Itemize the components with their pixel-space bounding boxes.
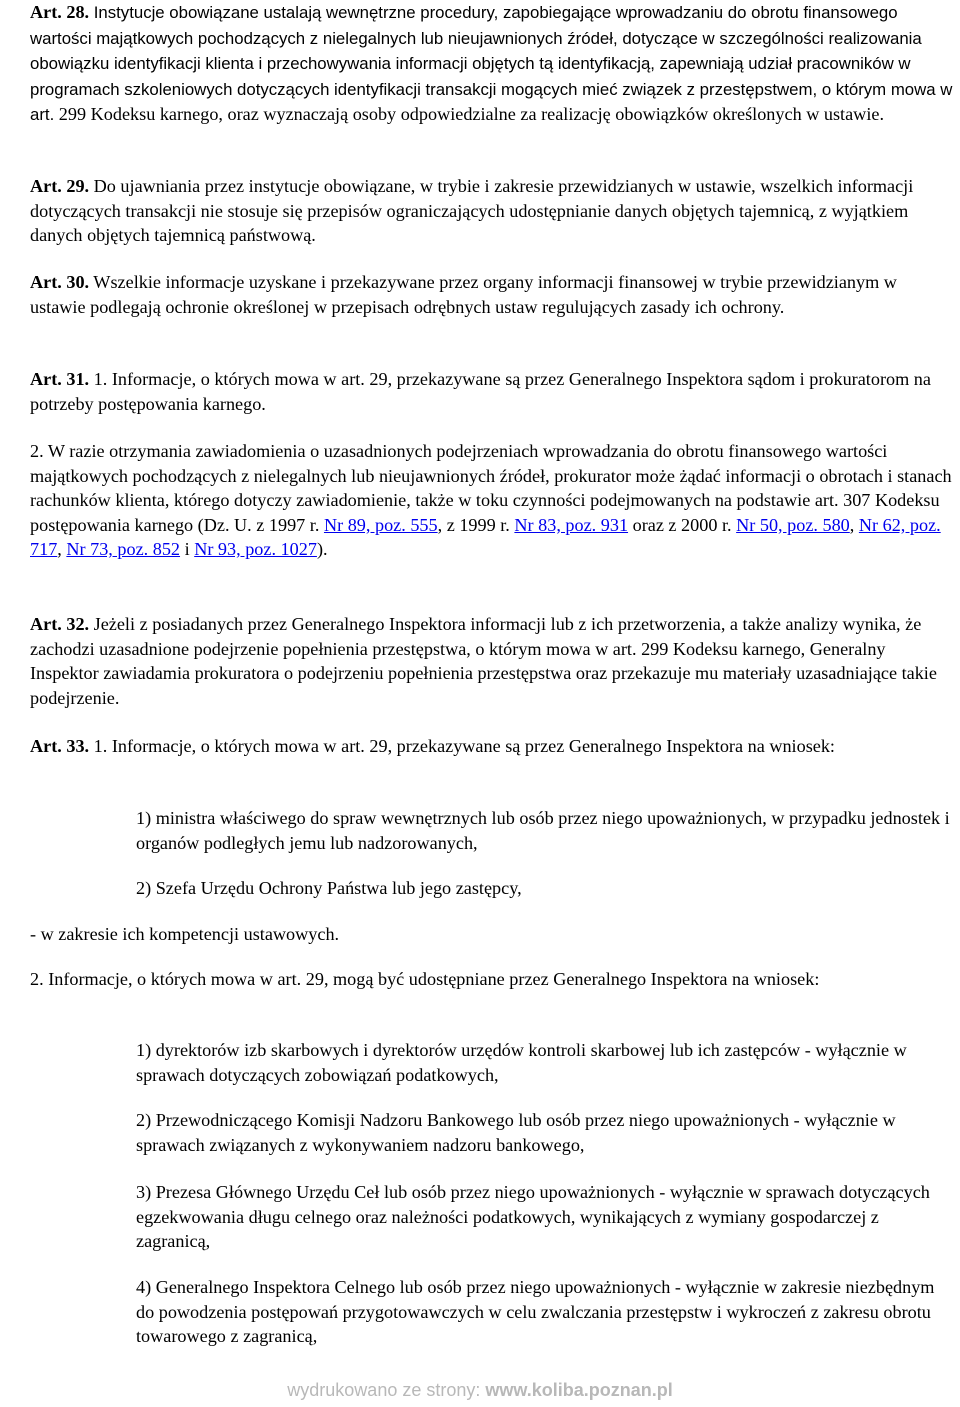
separator: oraz z 2000 r. (628, 514, 737, 535)
separator: ). (316, 539, 328, 560)
article-33-paragraph-2: 2. Informacje, o których mowa w art. 29, mogą być udostępniane przez Generalnego Inspektora na wniosek: (30, 969, 820, 989)
article-29-label: Art. 29. (30, 176, 90, 196)
article-32 (30, 612, 955, 710)
separator: , (57, 539, 67, 560)
article-31-paragraph-1 (30, 367, 955, 416)
article-32-label: Art. 32. (30, 614, 90, 634)
footer-prefix: wydrukowano ze strony: (287, 1380, 486, 1400)
article-33-p2-item-4: 4) Generalnego Inspektora Celnego lub osób przez niego upoważnionych - wyłącznie w zakresie niezbędnym do powodzenia postępowań przygotowawczych w celu zwalczania przestępstw i wykroczeń z zakresu obrotu towarowego z zagranicą, (136, 1277, 935, 1347)
article-31-p1-text: 1. Informacje, o których mowa w art. 29, przekazywane są przez Generalnego Inspektora sądom i prokuratorom na potrzeby postępowania karnego. (30, 369, 931, 414)
article-30-text: Wszelkie informacje uzyskane i przekazywane przez organy informacji finansowej w trybie przewidzianym w ustawie podlegają ochronie określonej w przepisach odrębnych ustaw regulujących zasady ich ochrony. (30, 272, 897, 317)
article-28-tail: 299 Kodeksu karnego, oraz wyznaczają osoby odpowiedzialne za realizację obowiązków określonych w ustawie. (54, 104, 884, 125)
article-31-label: Art. 31. (30, 369, 90, 389)
legal-reference-link-5[interactable]: Nr 73, poz. 852 (66, 539, 181, 560)
article-30-label: Art. 30. (30, 272, 90, 292)
article-33-p2-item-1: 1) dyrektorów izb skarbowych i dyrektorów urzędów kontroli skarbowej lub ich zastępców - wyłącznie w sprawach dotyczących zobowiązań podatkowych, (136, 1040, 907, 1085)
article-33-label: Art. 33. (30, 736, 90, 756)
article-33-scope-note: - w zakresie ich kompetencji ustawowych. (30, 924, 340, 944)
legal-reference-link-2[interactable]: Nr 83, poz. 931 (514, 514, 629, 535)
legal-reference-link-4[interactable]: Nr 62, poz. 717 (30, 514, 941, 560)
article-31-paragraph-2 (30, 439, 955, 562)
article-30 (30, 270, 955, 319)
article-28-lead: Instytucje obowiązane ustalają wewnętrzne procedury, zapobiegające wprowadzaniu do obrotu finansowego wartości majątkowych pochodzących z nielegalnych lub nieujawnionych źródeł, dotyczące w szczególności realizowania obowiązku identyfikacji klienta i przechowywania informacji objętych tą identyfikacją, zapewniają udział pracowników w programach szkoleniowych dotyczących identyfikacji transakcji mogących mieć związek z przestępstwem, o którym mowa w art. (30, 3, 953, 125)
print-footer (0, 1380, 960, 1401)
article-33-p2-item-2: 2) Przewodniczącego Komisji Nadzoru Bankowego lub osób przez niego upoważnionych - wyłącznie w sprawach związanych z wykonywaniem nadzoru bankowego, (136, 1110, 896, 1155)
article-33-p1-item-1: 1) ministra właściwego do spraw wewnętrznych lub osób przez niego upoważnionych, w przypadku jednostek i organów podległych jemu lub nadzorowanych, (136, 808, 950, 853)
legal-reference-link-6[interactable]: Nr 93, poz. 1027 (194, 539, 317, 560)
article-33-paragraph-1 (30, 734, 955, 759)
separator: , z 1999 r. (437, 514, 515, 535)
article-33-p2-item-3: 3) Prezesa Głównego Urzędu Ceł lub osób przez niego upoważnionych - wyłącznie w sprawach dotyczących egzekwowania długu celnego oraz należności podatkowych, wynikających z wymiany gospodarczej z zagranicą, (136, 1182, 930, 1252)
article-33-p1-item-2: 2) Szefa Urzędu Ochrony Państwa lub jego zastępcy, (136, 878, 522, 898)
separator: i (180, 539, 195, 560)
article-28 (30, 0, 955, 128)
article-29 (30, 174, 955, 248)
separator: , (849, 514, 859, 535)
legal-reference-link-3[interactable]: Nr 50, poz. 580 (736, 514, 850, 535)
legal-reference-link-1[interactable]: Nr 89, poz. 555 (323, 514, 438, 535)
article-29-text: Do ujawniania przez instytucje obowiązane, w trybie i zakresie przewidzianych w ustawie, wszelkich informacji dotyczących transakcji nie stosuje się przepisów ograniczających udostępnianie danych objętych tajemnicą, z wyjątkiem danych objętych tajemnicą państwową. (30, 176, 914, 246)
footer-site: www.koliba.poznan.pl (485, 1380, 673, 1400)
article-31-p2-text: 2. W razie otrzymania zawiadomienia o uzasadnionych podejrzeniach wprowadzania do obrotu finansowego wartości majątkowych pochodzących z nielegalnych lub nieujawnionych źródeł, prokurator może żądać informacji o obrotach i stanach rachunków klienta, którego dotyczy zawiadomienie, także w toku czynności podejmowanych na podstawie art. 307 Kodeksu postępowania karnego (Dz. U. z 1997 r. (30, 441, 952, 535)
article-32-text: Jeżeli z posiadanych przez Generalnego Inspektora informacji lub z ich przetworzenia, a także analizy wynika, że zachodzi uzasadnione podejrzenie popełnienia przestępstwa, o którym mowa w art. 299 Kodeksu karnego, Generalny Inspektor zawiadamia prokuratora o podejrzeniu popełnienia przestępstwa oraz przekazuje mu materiały uzasadniające takie podejrzenie. (30, 614, 937, 708)
article-28-label: Art. 28. (30, 2, 90, 22)
article-33-p1-text: 1. Informacje, o których mowa w art. 29, przekazywane są przez Generalnego Inspektora na wniosek: (89, 736, 835, 756)
